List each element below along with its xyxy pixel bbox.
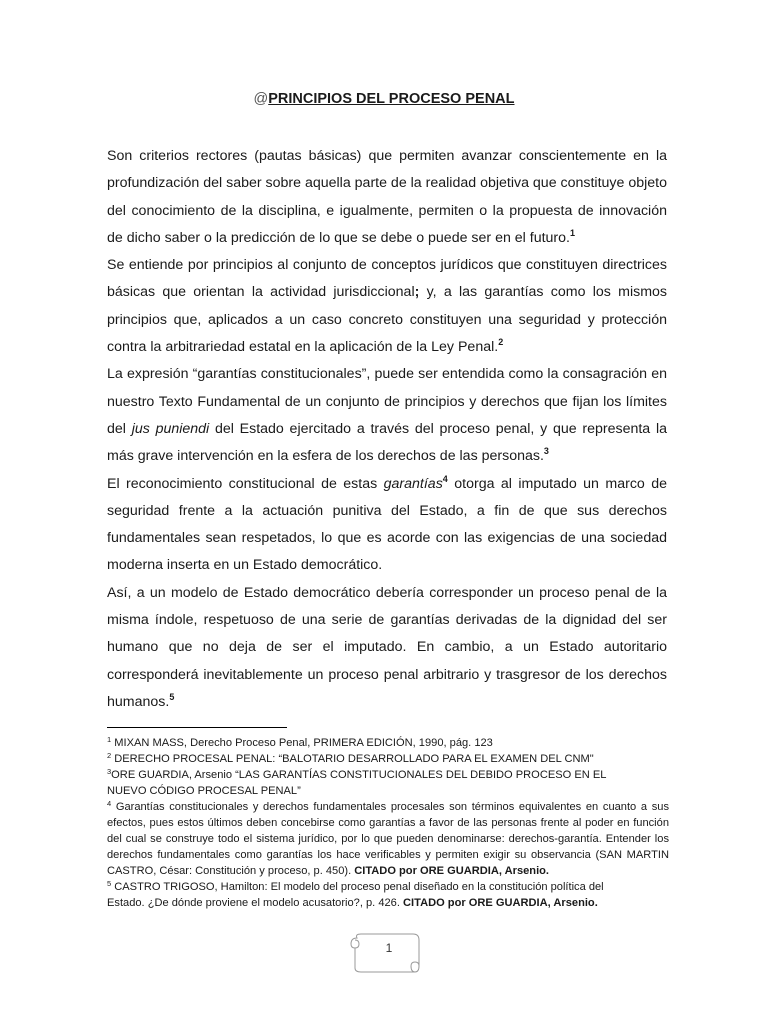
paragraph-5-text: Así, a un modelo de Estado democrático debería corresponder un proceso penal de la misma índole, respetuoso de una serie de garantías derivadas de la dignidad del ser humano que no deja de ser el imputado. En cambio, a un Estado autoritario corresponderá inevitablemente un proceso penal arbitrario y trasgresor de los derechos humanos. <box>107 584 667 710</box>
footnote-5-line-2: Estado. ¿De dónde proviene el modelo acusatorio?, p. 426. <box>107 897 404 909</box>
paragraph-2-semicolon: ; <box>414 284 420 301</box>
footnote-4-number: 4 <box>107 799 112 808</box>
footnote-3-number: 3 <box>107 767 112 776</box>
paragraph-4-text-b: otorga al imputado un marco de seguridad frente a la actuación punitiva del Estado, a fin de que sus derechos fundamentales sean respetados, lo que es acorde con las exigencias de una sociedad moderna inserta en un Estado democrático. <box>107 475 668 574</box>
paragraph-4-italic: garantías <box>383 475 443 492</box>
footnote-4-text: Garantías constitucionales y derechos fundamentales procesales son términos equivalentes en cuanto a sus efectos, pues estos últimos deben concebirse como garantías a favor de las personas frente al poder en función del cual se construye todo el sistema jurídico, por lo que pueden denominarse: derechos-garantía. Entender los derechos fundamentales como garantías los hace verificables y permiten exigir su observancia (SAN MARTIN CASTRO, César: Constitución y proceso, p. 450). <box>107 801 669 877</box>
footnote-3 <box>107 767 669 799</box>
paragraph-3 <box>107 361 667 470</box>
body-text <box>107 143 667 716</box>
paragraph-1 <box>107 143 667 252</box>
footnote-3-line-1: ORE GUARDIA, Arsenio “LAS GARANTÍAS CONSTITUCIONALES DEL DEBIDO PROCESO EN EL <box>111 769 607 781</box>
footnote-4 <box>107 799 669 879</box>
footnote-1-text: MIXAN MASS, Derecho Proceso Penal, PRIMERA EDICIÓN, 1990, pág. 123 <box>111 737 493 749</box>
paragraph-5 <box>107 580 667 716</box>
footnote-3-line-2: NUEVO CÓDIGO PROCESAL PENAL” <box>107 785 301 797</box>
footnote-5-line-1: CASTRO TRIGOSO, Hamilton: El modelo del proceso penal diseñado en la constitución política del <box>111 881 604 893</box>
paragraph-2 <box>107 252 667 361</box>
footnote-2-number: 2 <box>107 751 112 760</box>
footnote-divider <box>107 727 287 728</box>
paragraph-2-text-a: Se entiende por principios al conjunto de conceptos jurídicos que constituyen directrices básicas que orientan la actividad jurisdiccional <box>107 257 667 301</box>
footnote-ref-3[interactable]: 3 <box>543 446 549 457</box>
page-number: 1 <box>385 941 393 955</box>
footnote-ref-5[interactable]: 5 <box>169 691 175 702</box>
paragraph-4-text-a: El reconocimiento constitucional de estas <box>107 475 384 492</box>
title-prefix: @ <box>253 91 269 107</box>
footnote-1-number: 1 <box>107 735 112 744</box>
footnote-5-number: 5 <box>107 879 112 888</box>
paragraph-1-text: Son criterios rectores (pautas básicas) que permiten avanzar conscientemente en la profundización del saber sobre aquella parte de la realidad objetiva que constituye objeto del conocimiento de la disciplina, e igualmente, permiten o la propuesta de innovación de dicho saber o la predicción de lo que se debe o puede ser en el futuro. <box>107 148 667 246</box>
title-text: PRINCIPIOS DEL PROCESO PENAL <box>268 91 515 107</box>
paragraph-3-text-a: La expresión “garantías constitucionales”, puede ser entendida como la consagración en nuestro Texto Fundamental de un conjunto de principios y derechos que fijan los límites del <box>107 366 667 437</box>
paragraph-3-text-b: del Estado ejercitado a través del proceso penal, y que representa la más grave intervención en la esfera de los derechos de las personas. <box>107 420 667 465</box>
footnotes <box>107 735 669 911</box>
page-title <box>0 89 768 109</box>
paragraph-2-text-b: y, a las garantías como los mismos principios que, aplicados a un caso concreto constituyen una seguridad y protección contra la arbitrariedad estatal en la aplicación de la Ley Penal. <box>107 284 667 356</box>
paragraph-4 <box>107 471 667 580</box>
footnote-ref-4[interactable]: 4 <box>442 473 448 484</box>
paragraph-3-italic: jus puniendi <box>131 420 210 437</box>
footnote-2-text: DERECHO PROCESAL PENAL: “BALOTARIO DESARROLLADO PARA EL EXAMEN DEL CNM" <box>111 753 594 765</box>
footnote-2 <box>107 751 669 767</box>
footnote-5 <box>107 879 669 911</box>
footnote-ref-2[interactable]: 2 <box>498 337 504 348</box>
footnote-4-citation: CITADO por ORE GUARDIA, Arsenio. <box>354 865 550 877</box>
footnote-1 <box>107 735 669 751</box>
footnote-5-citation: CITADO por ORE GUARDIA, Arsenio. <box>403 897 598 909</box>
footnote-ref-1[interactable]: 1 <box>570 227 576 238</box>
